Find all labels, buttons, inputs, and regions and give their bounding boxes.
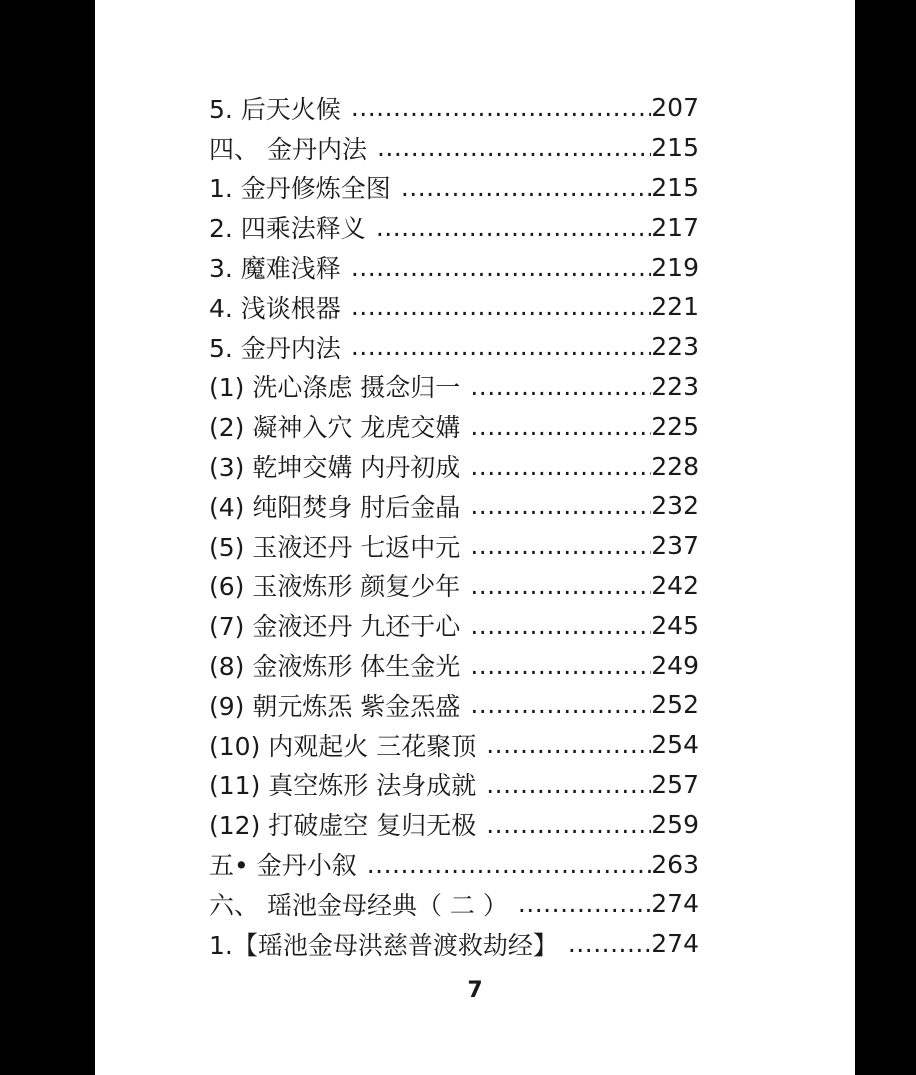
toc-entry-title: (4) 纯阳焚身 肘后金晶 [209, 492, 461, 522]
toc-entry [209, 287, 699, 327]
toc-dot-leader [470, 372, 651, 401]
toc-entry-page-number: 254 [651, 730, 699, 760]
toc-entry-title: (6) 玉液炼形 颜复少年 [209, 572, 461, 602]
toc-entry-title: (3) 乾坤交媾 内丹初成 [209, 453, 461, 483]
toc-entry [209, 327, 699, 367]
toc-dot-leader [470, 611, 651, 640]
toc-entry-page-number: 223 [651, 371, 699, 401]
toc-entry [209, 924, 699, 964]
page-number: 7 [467, 978, 483, 1003]
toc-entry [209, 765, 699, 805]
toc-entry [209, 844, 699, 884]
toc-entry-page-number: 259 [651, 809, 699, 839]
toc-entry-title: 五• 金丹小叙 [209, 851, 357, 881]
toc-dot-leader [470, 491, 651, 520]
toc-entry-title: 六、 瑶池金母经典（ 二 ） [209, 890, 508, 920]
toc-entry-page-number: 228 [651, 451, 699, 481]
toc-entry-title: (10) 内观起火 三花聚顶 [209, 731, 477, 761]
toc-entry [209, 168, 699, 208]
toc-entry-page-number: 223 [651, 332, 699, 362]
toc-entry-page-number: 249 [651, 650, 699, 680]
toc-entry [209, 725, 699, 765]
toc-entry [209, 486, 699, 526]
toc-entry-page-number: 221 [651, 292, 699, 322]
toc-entry [209, 804, 699, 844]
toc-entry [209, 566, 699, 606]
toc-entry-title: (8) 金液炼形 体生金光 [209, 652, 461, 682]
toc-dot-leader [376, 213, 651, 242]
toc-dot-leader [470, 531, 651, 560]
toc-dot-leader [470, 651, 651, 680]
toc-entry [209, 446, 699, 486]
toc-entry [209, 605, 699, 645]
toc-entry-page-number: 245 [651, 610, 699, 640]
toc-dot-leader [518, 889, 651, 918]
toc-entry [209, 645, 699, 685]
toc-entry-title: (5) 玉液还丹 七返中元 [209, 532, 461, 562]
toc-dot-leader [486, 810, 651, 839]
toc-entry-page-number: 215 [651, 133, 699, 163]
toc-dot-leader [470, 690, 651, 719]
toc-entry-page-number: 232 [651, 491, 699, 521]
toc-entry-title: 5. 金丹内法 [209, 333, 341, 363]
toc-entry-title: (11) 真空炼形 法身成就 [209, 771, 477, 801]
toc-dot-leader [486, 770, 651, 799]
toc-entry-page-number: 274 [651, 929, 699, 959]
toc-entry-page-number: 237 [651, 531, 699, 561]
toc-dot-leader [351, 93, 651, 122]
toc-entry-page-number: 242 [651, 570, 699, 600]
toc-entry [209, 128, 699, 168]
toc-entry-page-number: 263 [651, 849, 699, 879]
document-page [95, 0, 855, 1075]
toc-dot-leader [367, 850, 652, 879]
toc-dot-leader [470, 571, 651, 600]
toc-dot-leader [351, 332, 651, 361]
toc-dot-leader [486, 730, 651, 759]
toc-entry [209, 526, 699, 566]
toc-dot-leader [351, 253, 651, 282]
toc-entry-title: (12) 打破虚空 复归无极 [209, 811, 477, 841]
toc-entry [209, 247, 699, 287]
toc-entry [209, 367, 699, 407]
toc-entry-page-number: 215 [651, 172, 699, 202]
toc-entry-title: (2) 凝神入穴 龙虎交媾 [209, 413, 461, 443]
toc-entry-page-number: 274 [651, 889, 699, 919]
toc-entry-title: (7) 金液还丹 九还于心 [209, 612, 461, 642]
table-of-contents [209, 88, 699, 964]
toc-dot-leader [377, 133, 651, 162]
toc-entry [209, 884, 699, 924]
toc-entry-title: 4. 浅谈根器 [209, 293, 341, 323]
toc-entry-title: 2. 四乘法释义 [209, 214, 366, 244]
toc-entry-title: (1) 洗心涤虑 摄念归一 [209, 373, 461, 403]
toc-entry-title: (9) 朝元炼炁 紫金炁盛 [209, 691, 461, 721]
toc-entry-page-number: 252 [651, 690, 699, 720]
toc-entry-page-number: 217 [651, 212, 699, 242]
toc-dot-leader [351, 292, 651, 321]
toc-entry-title: 1. 金丹修炼全图 [209, 174, 391, 204]
toc-entry-title: 1.【瑶池金母洪慈普渡救劫经】 [209, 930, 558, 960]
toc-entry [209, 207, 699, 247]
toc-dot-leader [470, 452, 651, 481]
toc-entry-page-number: 225 [651, 411, 699, 441]
toc-dot-leader [401, 173, 651, 202]
toc-entry-page-number: 219 [651, 252, 699, 282]
toc-entry-page-number: 257 [651, 769, 699, 799]
toc-entry-title: 5. 后天火候 [209, 94, 341, 124]
toc-entry [209, 685, 699, 725]
toc-dot-leader [568, 929, 651, 958]
toc-entry-page-number: 207 [651, 93, 699, 123]
toc-entry-title: 四、 金丹内法 [209, 134, 367, 164]
toc-entry [209, 88, 699, 128]
toc-entry [209, 406, 699, 446]
toc-entry-title: 3. 魔难浅释 [209, 254, 341, 284]
toc-dot-leader [470, 412, 651, 441]
